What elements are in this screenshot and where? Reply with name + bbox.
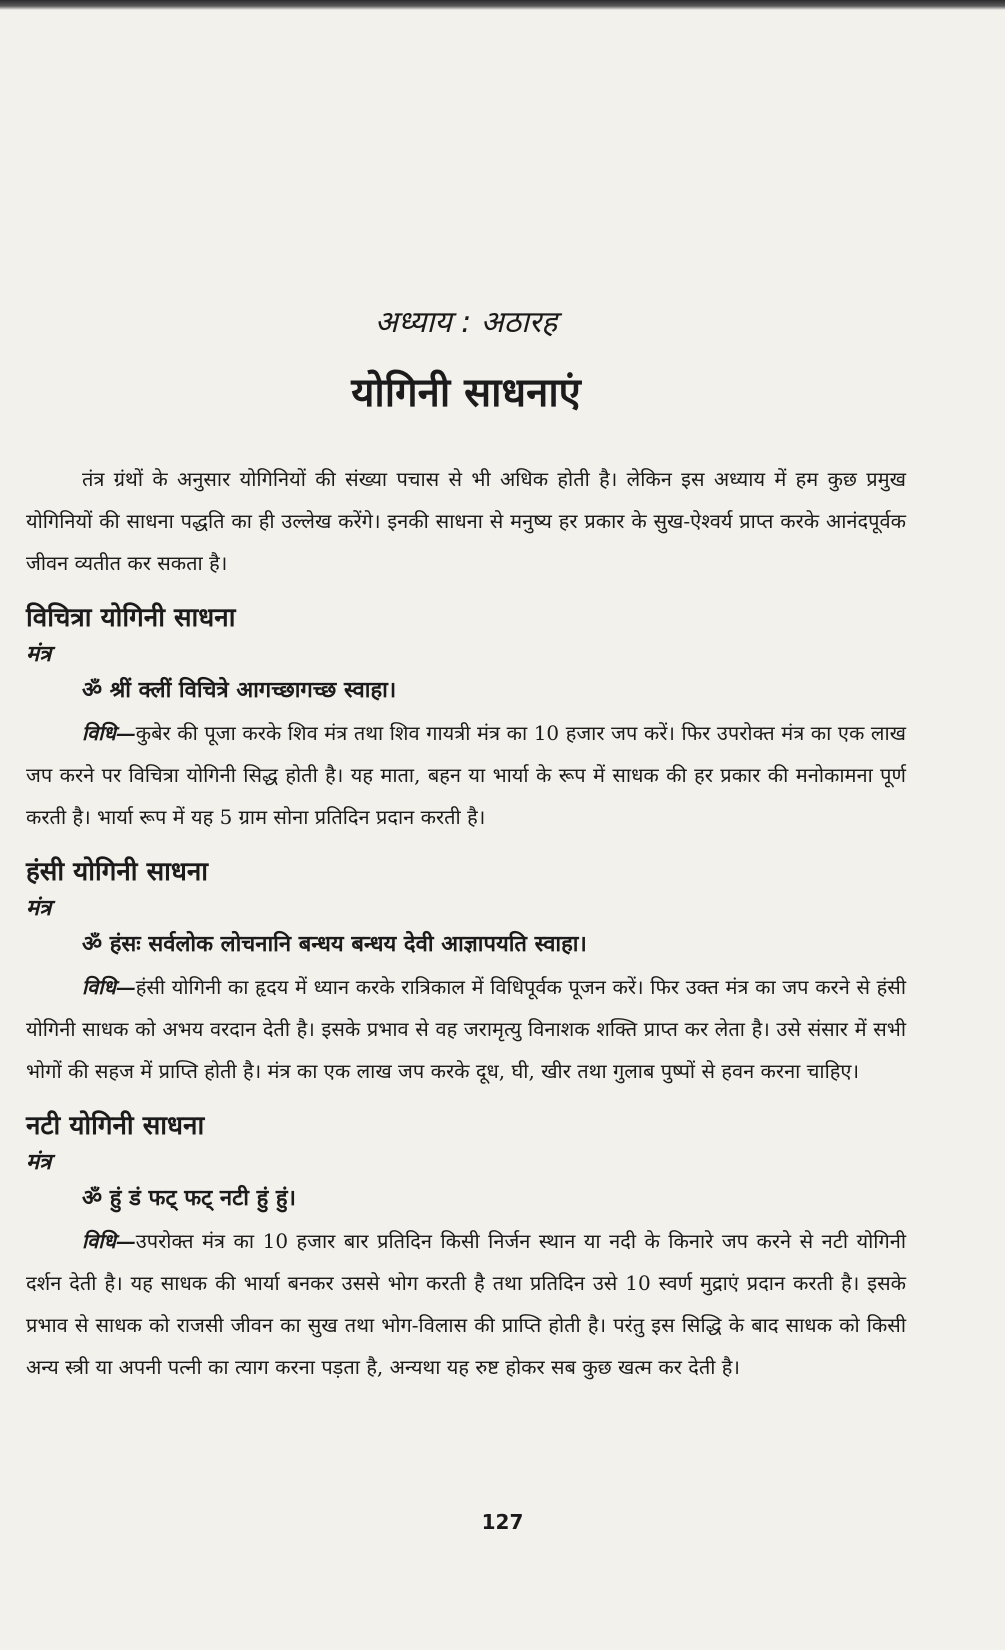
intro-paragraph: तंत्र ग्रंथों के अनुसार योगिनियों की संख्या पचास से भी अधिक होती है। लेकिन इस अध्याय में हम कुछ प्रमुख योगिनियों की साधना पद्धति का ही उल्लेख करेंगे। इनकी साधना से मनुष्य हर प्रकार के सुख-ऐश्वर्य प्राप्त करके आनंदपूर्वक जीवन व्यतीत कर सकता है। bbox=[26, 467, 906, 575]
page-number: 127 bbox=[481, 1510, 524, 1534]
vidhi-paragraph bbox=[26, 712, 906, 838]
section-heading: नटी योगिनी साधना bbox=[26, 1111, 205, 1141]
section-heading: हंसी योगिनी साधना bbox=[26, 857, 209, 887]
vidhi-label: विधि— bbox=[82, 1229, 136, 1253]
section-heading: विचित्रा योगिनी साधना bbox=[26, 603, 236, 633]
book-page bbox=[26, 300, 906, 1388]
mantra-text: ॐ हुं डं फट् फट् नटी हुं हुं। bbox=[82, 1186, 296, 1211]
vidhi-paragraph bbox=[26, 1220, 906, 1388]
vidhi-text: हंसी योगिनी का हृदय में ध्यान करके रात्रिकाल में विधिपूर्वक पूजन करें। फिर उक्त मंत्र का जप करने से हंसी योगिनी साधक को अभय वरदान देती है। इसके प्रभाव से वह जरामृत्यु विनाशक शक्ति प्राप्त कर लेता है। उसे संसार में सभी भोगों की सहज में प्राप्ति होती है। मंत्र का एक लाख जप करके दूध, घी, खीर तथा गुलाब पुष्पों से हवन करना चाहिए। bbox=[26, 975, 906, 1083]
mantra-label: मंत्र bbox=[26, 895, 52, 921]
mantra-text: ॐ हंसः सर्वलोक लोचनानि बन्धय बन्धय देवी आज्ञापयति स्वाहा। bbox=[82, 932, 587, 957]
mantra-text: ॐ श्रीं क्लीं विचित्रे आगच्छागच्छ स्वाहा। bbox=[82, 678, 397, 703]
vidhi-paragraph bbox=[26, 966, 906, 1092]
mantra-label: मंत्र bbox=[26, 1149, 52, 1175]
vidhi-label: विधि— bbox=[82, 721, 136, 745]
vidhi-text: कुबेर की पूजा करके शिव मंत्र तथा शिव गायत्री मंत्र का 10 हजार जप करें। फिर उपरोक्त मंत्र का एक लाख जप करने पर विचित्रा योगिनी सिद्ध होती है। यह माता, बहन या भार्या के रूप में साधक की हर प्रकार की मनोकामना पूर्ण करती है। भार्या रूप में यह 5 ग्राम सोना प्रतिदिन प्रदान करती है। bbox=[26, 721, 906, 829]
section-hansi bbox=[26, 852, 906, 1092]
chapter-label: अध्याय : अठारह bbox=[374, 305, 558, 340]
vidhi-label: विधि— bbox=[82, 975, 136, 999]
mantra-label: मंत्र bbox=[26, 641, 52, 667]
vidhi-text: उपरोक्त मंत्र का 10 हजार बार प्रतिदिन किसी निर्जन स्थान या नदी के किनारे जप करने से नटी योगिनी दर्शन देती है। यह साधक की भार्या बनकर उससे भोग करती है तथा प्रतिदिन उसे 10 स्वर्ण मुद्राएं प्रदान करती है। इसके प्रभाव से साधक को राजसी जीवन का सुख तथा भोग-विलास की प्राप्ति होती है। परंतु इस सिद्धि के बाद साधक को किसी अन्य स्त्री या अपनी पत्नी का त्याग करना पड़ता है, अन्यथा यह रुष्ट होकर सब कुछ खत्म कर देती है। bbox=[26, 1229, 906, 1379]
section-nati bbox=[26, 1106, 906, 1388]
section-vichitra bbox=[26, 598, 906, 838]
chapter-title: योगिनी साधनाएं bbox=[351, 370, 581, 416]
page-top-shadow bbox=[0, 0, 1005, 10]
